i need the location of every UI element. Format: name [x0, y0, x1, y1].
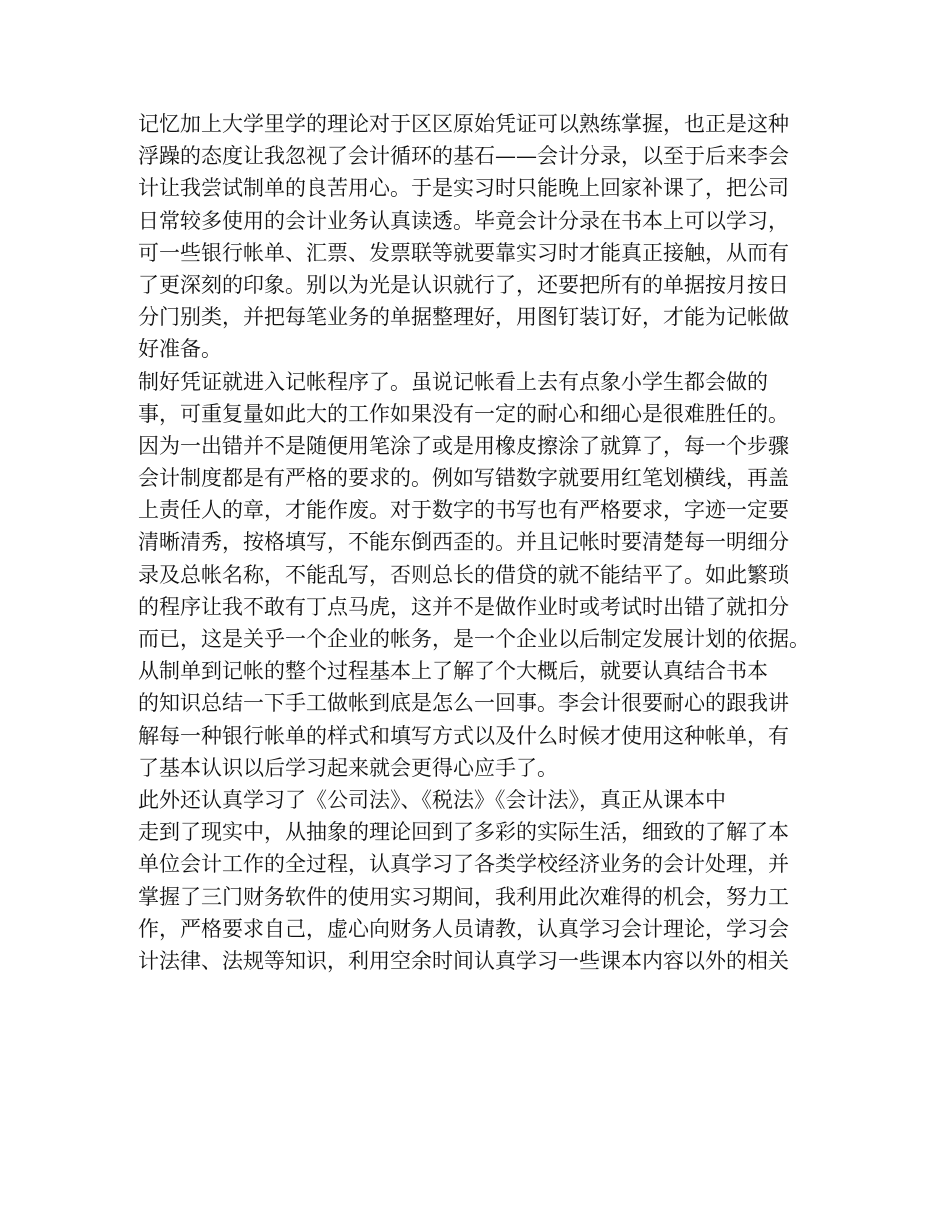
text-line: 的程序让我不敢有丁点马虎，这并不是做作业时或考试时出错了就扣分 [138, 594, 789, 619]
text-line: 会计制度都是有严格的要求的。例如写错数字就要用红笔划横线，再盖 [138, 466, 789, 491]
text-line: 因为一出错并不是随便用笔涂了或是用橡皮擦涂了就算了，每一个步骤 [138, 433, 789, 458]
text-line: 从制单到记帐的整个过程基本上了解了个大概后，就要认真结合书本 [138, 659, 768, 684]
text-line: 掌握了三门财务软件的使用实习期间，我利用此次难得的机会，努力工 [138, 884, 789, 909]
text-line: 而已，这是关乎一个企业的帐务，是一个企业以后制定发展计划的依据。 [138, 627, 810, 651]
text-line: 好准备。 [138, 337, 222, 362]
text-line: 解每一种银行帐单的样式和填写方式以及什么时候才使用这种帐单，有 [138, 723, 789, 748]
text-line: 制好凭证就进入记帐程序了。虽说记帐看上去有点象小学生都会做的 [138, 369, 768, 394]
text-line: 记忆加上大学里学的理论对于区区原始凭证可以熟练掌握，也正是这种 [138, 112, 789, 136]
text-line: 上责任人的章，才能作废。对于数字的书写也有严格要求，字迹一定要 [138, 498, 789, 523]
body-text [138, 108, 828, 977]
text-line: 计法律、法规等知识，利用空余时间认真学习一些课本内容以外的相关 [138, 948, 789, 973]
text-line: 可一些银行帐单、汇票、发票联等就要靠实习时才能真正接触，从而有 [138, 240, 789, 265]
text-line: 的知识总结一下手工做帐到底是怎么一回事。李会计很要耐心的跟我讲 [138, 691, 789, 716]
text-line: 事，可重复量如此大的工作如果没有一定的耐心和细心是很难胜任的。 [138, 401, 789, 426]
text-line: 走到了现实中，从抽象的理论回到了多彩的实际生活，细致的了解了本 [138, 820, 789, 845]
text-line: 清晰清秀，按格填写，不能东倒西歪的。并且记帐时要清楚每一明细分 [138, 530, 789, 555]
text-line: 此外还认真学习了《公司法》、《税法》《会计法》，真正从课本中 [138, 787, 726, 812]
text-line: 了更深刻的印象。别以为光是认识就行了，还要把所有的单据按月按日 [138, 272, 789, 297]
text-line: 分门别类，并把每笔业务的单据整理好，用图钉装订好，才能为记帐做 [138, 305, 789, 330]
text-line: 计让我尝试制单的良苦用心。于是实习时只能晚上回家补课了，把公司 [138, 176, 789, 201]
text-line: 浮躁的态度让我忽视了会计循环的基石——会计分录，以至于后来李会 [138, 144, 789, 169]
text-line: 了基本认识以后学习起来就会更得心应手了。 [138, 755, 558, 780]
text-line: 录及总帐名称，不能乱写，否则总长的借贷的就不能结平了。如此繁琐 [138, 562, 789, 587]
text-line: 单位会计工作的全过程，认真学习了各类学校经济业务的会计处理，并 [138, 852, 789, 877]
text-line: 作，严格要求自己，虚心向财务人员请教，认真学习会计理论，学习会 [138, 916, 789, 941]
text-line: 日常较多使用的会计业务认真读透。毕竟会计分录在书本上可以学习， [138, 208, 789, 233]
